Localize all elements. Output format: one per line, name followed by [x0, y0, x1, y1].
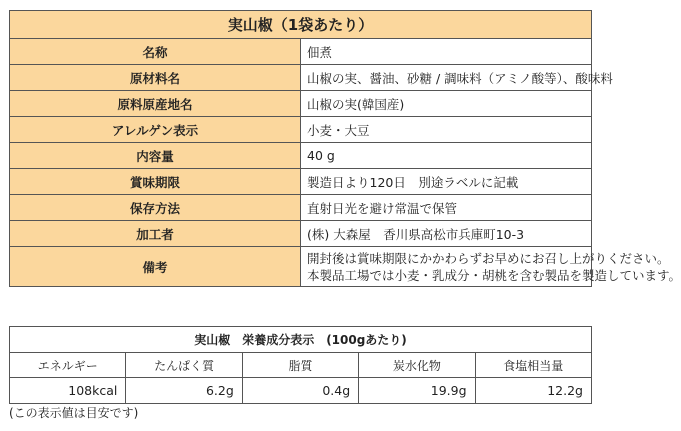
nutrition-value: 108kcal: [10, 378, 126, 404]
spec-label: 加工者: [10, 221, 301, 247]
spec-row-allergen: [10, 117, 592, 143]
nutrition-value: 19.9g: [359, 378, 475, 404]
spec-row-content: [10, 143, 592, 169]
spec-value: (株) 大森屋 香川県高松市兵庫町10-3: [301, 221, 592, 247]
remarks-line: 本製品工場では小麦・乳成分・胡桃を含む製品を製造しています。: [307, 267, 681, 283]
spec-title: 実山椒（1袋あたり）: [10, 11, 592, 39]
spec-value: 佃煮: [301, 39, 592, 65]
nutrition-title: 実山椒 栄養成分表示 (100gあたり): [10, 327, 592, 353]
spec-label: 原料原産地名: [10, 91, 301, 117]
spec-row-origin: [10, 91, 592, 117]
spec-label: 原材料名: [10, 65, 301, 91]
spec-row-name: [10, 39, 592, 65]
nutrition-value: 12.2g: [475, 378, 591, 404]
nutrition-value: 6.2g: [126, 378, 242, 404]
nutrition-header: たんぱく質: [126, 353, 242, 378]
spec-row-remarks: [10, 247, 592, 287]
spec-label: 名称: [10, 39, 301, 65]
spec-value: 小麦・大豆: [301, 117, 592, 143]
spec-value: 山椒の実(韓国産): [301, 91, 592, 117]
footnote: (この表示値は目安です): [9, 406, 139, 420]
nutrition-value: 0.4g: [242, 378, 358, 404]
spec-row-expiry: [10, 169, 592, 195]
remarks-line: 開封後は賞味期限にかかわらずお早めにお召し上がりください。: [307, 250, 670, 266]
spec-label: 備考: [10, 247, 301, 287]
spec-label: 賞味期限: [10, 169, 301, 195]
spec-row-storage: [10, 195, 592, 221]
nutrition-table: [9, 326, 592, 404]
spec-value: 山椒の実、醤油、砂糖 / 調味料（アミノ酸等）、酸味料: [301, 65, 592, 91]
spec-row-ingredients: [10, 65, 592, 91]
nutrition-header-row: [10, 353, 592, 378]
spec-label: 内容量: [10, 143, 301, 169]
nutrition-value-row: [10, 378, 592, 404]
product-spec-table: [9, 10, 681, 287]
nutrition-header: エネルギー: [10, 353, 126, 378]
spec-value: 40 g: [301, 143, 592, 169]
nutrition-header: 炭水化物: [359, 353, 475, 378]
nutrition-header: 脂質: [242, 353, 358, 378]
spec-label: 保存方法: [10, 195, 301, 221]
nutrition-header: 食塩相当量: [475, 353, 591, 378]
spec-label: アレルゲン表示: [10, 117, 301, 143]
spec-value: 製造日より120日 別途ラベルに記載: [301, 169, 592, 195]
spec-row-processor: [10, 221, 592, 247]
spec-value: 直射日光を避け常温で保管: [301, 195, 592, 221]
remarks-value: [301, 247, 681, 287]
